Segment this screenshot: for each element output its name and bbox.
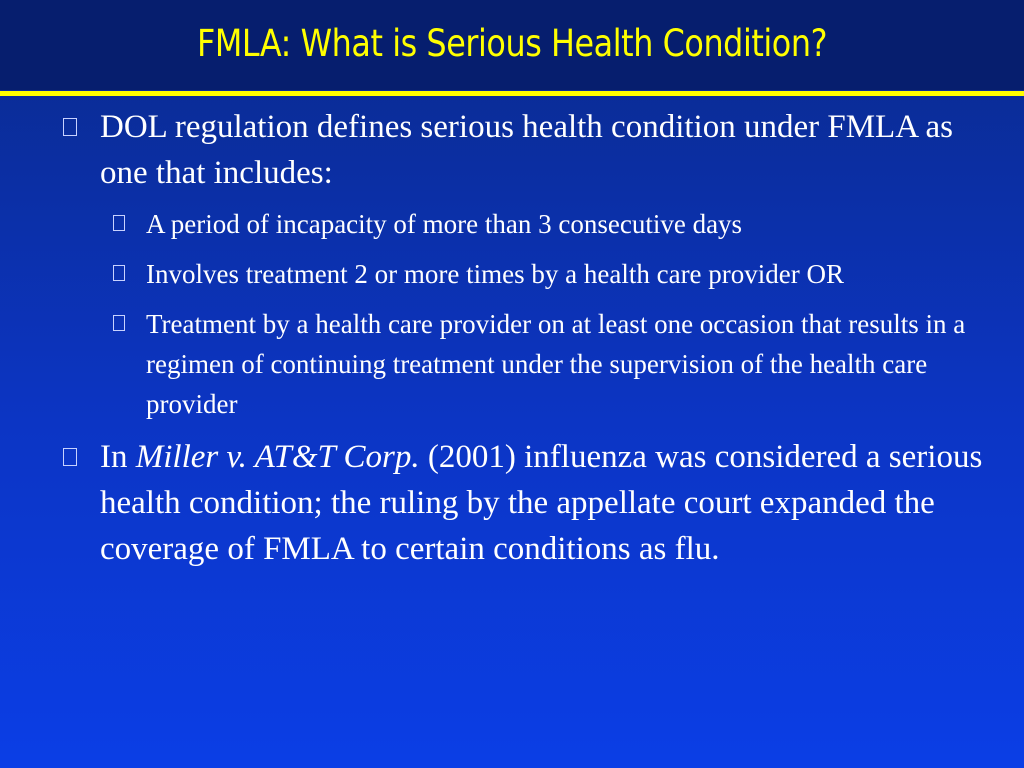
square-bullet-icon bbox=[113, 315, 125, 331]
bullet-text: DOL regulation defines serious health condition under FMLA as one that includes: bbox=[100, 109, 953, 191]
slide-title: FMLA: What is Serious Health Condition? bbox=[196, 22, 828, 65]
bullet-item bbox=[0, 434, 1024, 572]
sub-bullet-item bbox=[0, 204, 1024, 244]
case-name: Miller v. AT&T Corp. bbox=[135, 439, 420, 475]
bullet-item bbox=[0, 104, 1024, 196]
sub-bullet-text: Treatment by a health care provider on at least one occasion that results in a regimen of continuing treatment under the supervision of the health care provider bbox=[146, 309, 966, 419]
sub-bullet-item bbox=[0, 254, 1024, 294]
square-bullet-icon bbox=[63, 448, 77, 466]
sub-bullet-text: A period of incapacity of more than 3 consecutive days bbox=[146, 209, 743, 239]
sub-bullet-text: Involves treatment 2 or more times by a health care provider OR bbox=[146, 259, 845, 289]
square-bullet-icon bbox=[63, 118, 77, 136]
square-bullet-icon bbox=[113, 265, 125, 281]
sub-bullet-item bbox=[0, 304, 1024, 424]
slide-body bbox=[0, 104, 1024, 572]
square-bullet-icon bbox=[113, 215, 125, 231]
bullet-text-suffix: (2001) influenza was considered a serious health condition; the ruling by the appellate court expanded the coverage of FMLA to certain conditions as flu. bbox=[100, 439, 983, 567]
bullet-text-prefix: In bbox=[100, 439, 136, 475]
title-divider bbox=[0, 91, 1024, 96]
